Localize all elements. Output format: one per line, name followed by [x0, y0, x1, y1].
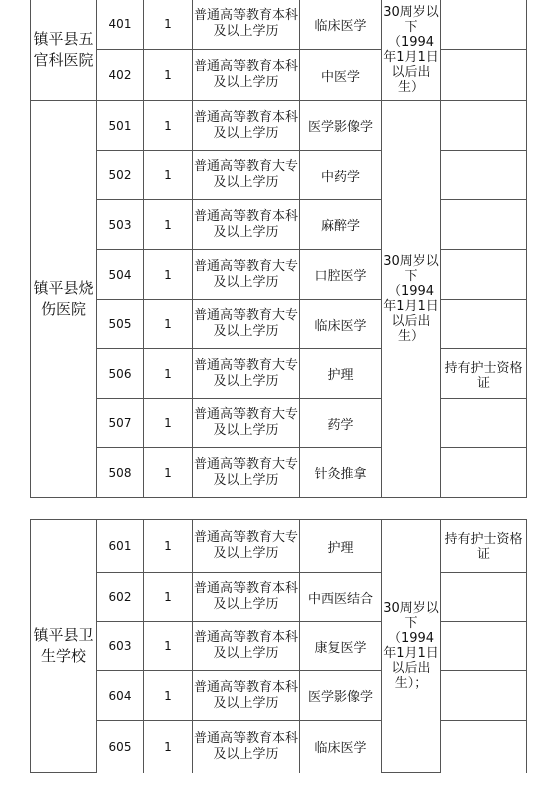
position-code-cell: 508 [97, 448, 144, 498]
age-requirement-cell: 30周岁以下（1994年1月1日以后出生） [382, 101, 441, 498]
position-code-cell: 506 [97, 349, 144, 399]
unit-name-cell: 镇平县烧伤医院 [31, 101, 97, 498]
position-code-cell: 504 [97, 250, 144, 300]
position-code-cell: 401 [97, 0, 144, 50]
hiring-count-cell: 1 [144, 399, 193, 448]
position-code-cell: 603 [97, 622, 144, 671]
recruitment-table-2 [30, 519, 527, 773]
position-code-cell: 604 [97, 671, 144, 721]
education-cell: 普通高等教育本科及以上学历 [193, 671, 300, 721]
age-requirement-cell: 30周岁以下（1994年1月1日以后出生）； [382, 520, 441, 773]
table-row [31, 300, 527, 349]
major-cell: 医学影像学 [300, 671, 382, 721]
note-cell [441, 448, 527, 498]
hiring-count-cell: 1 [144, 671, 193, 721]
major-cell: 中药学 [300, 151, 382, 200]
note-cell [441, 622, 527, 671]
education-cell: 普通高等教育大专及以上学历 [193, 399, 300, 448]
major-cell: 临床医学 [300, 0, 382, 50]
hiring-count-cell: 1 [144, 622, 193, 671]
table-row [31, 520, 527, 573]
major-cell: 针灸推拿 [300, 448, 382, 498]
note-cell [441, 721, 527, 773]
table-row [31, 622, 527, 671]
note-cell [441, 250, 527, 300]
note-cell [441, 671, 527, 721]
education-cell: 普通高等教育本科及以上学历 [193, 0, 300, 50]
hiring-count-cell: 1 [144, 349, 193, 399]
major-cell: 医学影像学 [300, 101, 382, 151]
table-row [31, 250, 527, 300]
position-code-cell: 402 [97, 50, 144, 101]
table-row [31, 721, 527, 773]
education-cell: 普通高等教育大专及以上学历 [193, 349, 300, 399]
hiring-count-cell: 1 [144, 448, 193, 498]
major-cell: 护理 [300, 349, 382, 399]
education-cell: 普通高等教育本科及以上学历 [193, 573, 300, 622]
table-row [31, 101, 527, 151]
position-code-cell: 602 [97, 573, 144, 622]
table-row [31, 151, 527, 200]
note-cell [441, 300, 527, 349]
note-cell [441, 200, 527, 250]
education-cell: 普通高等教育本科及以上学历 [193, 101, 300, 151]
table-row [31, 349, 527, 399]
major-cell: 麻醉学 [300, 200, 382, 250]
major-cell: 中医学 [300, 50, 382, 101]
table-row [31, 448, 527, 498]
note-cell [441, 151, 527, 200]
hiring-count-cell: 1 [144, 50, 193, 101]
note-cell [441, 0, 527, 50]
position-code-cell: 502 [97, 151, 144, 200]
education-cell: 普通高等教育大专及以上学历 [193, 520, 300, 573]
table-row [31, 573, 527, 622]
position-code-cell: 501 [97, 101, 144, 151]
position-code-cell: 601 [97, 520, 144, 573]
position-code-cell: 605 [97, 721, 144, 773]
table-row [31, 399, 527, 448]
hiring-count-cell: 1 [144, 721, 193, 773]
education-cell: 普通高等教育本科及以上学历 [193, 50, 300, 101]
recruitment-table-1 [30, 0, 527, 498]
major-cell: 临床医学 [300, 300, 382, 349]
major-cell: 中西医结合 [300, 573, 382, 622]
table-row [31, 0, 527, 50]
age-requirement-cell: 30周岁以下（1994年1月1日以后出生） [382, 0, 441, 101]
note-cell: 持有护士资格证 [441, 349, 527, 399]
major-cell: 口腔医学 [300, 250, 382, 300]
hiring-count-cell: 1 [144, 573, 193, 622]
hiring-count-cell: 1 [144, 520, 193, 573]
major-cell: 临床医学 [300, 721, 382, 773]
note-cell [441, 573, 527, 622]
major-cell: 药学 [300, 399, 382, 448]
hiring-count-cell: 1 [144, 200, 193, 250]
education-cell: 普通高等教育本科及以上学历 [193, 200, 300, 250]
position-code-cell: 505 [97, 300, 144, 349]
hiring-count-cell: 1 [144, 151, 193, 200]
position-code-cell: 507 [97, 399, 144, 448]
education-cell: 普通高等教育大专及以上学历 [193, 250, 300, 300]
table-row [31, 50, 527, 101]
table-row [31, 200, 527, 250]
note-cell [441, 101, 527, 151]
hiring-count-cell: 1 [144, 250, 193, 300]
table-row [31, 671, 527, 721]
hiring-count-cell: 1 [144, 0, 193, 50]
note-cell [441, 50, 527, 101]
unit-name-cell: 镇平县卫生学校 [31, 520, 97, 773]
education-cell: 普通高等教育本科及以上学历 [193, 622, 300, 671]
education-cell: 普通高等教育大专及以上学历 [193, 448, 300, 498]
major-cell: 康复医学 [300, 622, 382, 671]
note-cell: 持有护士资格证 [441, 520, 527, 573]
hiring-count-cell: 1 [144, 300, 193, 349]
education-cell: 普通高等教育大专及以上学历 [193, 300, 300, 349]
education-cell: 普通高等教育本科及以上学历 [193, 721, 300, 773]
note-cell [441, 399, 527, 448]
position-code-cell: 503 [97, 200, 144, 250]
hiring-count-cell: 1 [144, 101, 193, 151]
unit-name-cell: 镇平县五官科医院 [31, 0, 97, 101]
education-cell: 普通高等教育大专及以上学历 [193, 151, 300, 200]
major-cell: 护理 [300, 520, 382, 573]
